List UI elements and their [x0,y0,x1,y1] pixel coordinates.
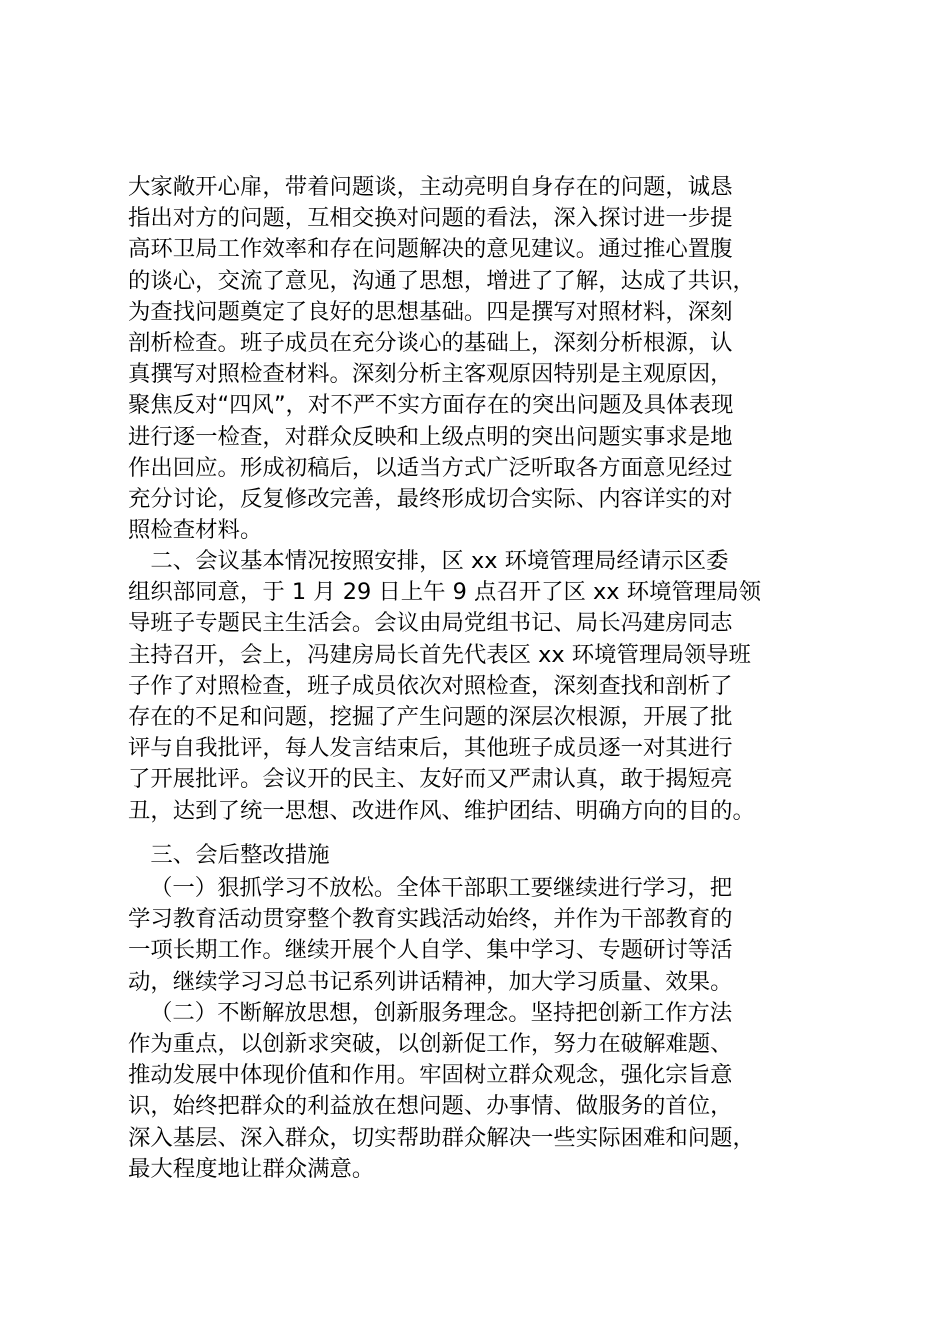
text-line: （一）狠抓学习不放松。全体干部职工要继续进行学习，把 [150,875,733,901]
text-line: 进行逐一检查，对群众反映和上级点明的突出问题实事求是地 [128,423,733,450]
text-line: 学习教育活动贯穿整个教育实践活动始终，并作为干部教育的 [128,906,733,933]
text-line: 为查找问题奠定了良好的思想基础。四是撰写对照材料，深刻 [128,298,733,325]
text-line: 存在的不足和问题，挖掘了产生问题的深层次根源，开展了批 [128,703,733,730]
text-line: 充分讨论，反复修改完善，最终形成切合实际、内容详实的对 [128,485,733,512]
text-line: 大家敞开心扉，带着问题谈，主动亮明自身存在的问题，诚恳 [128,174,733,200]
text-line: 作出回应。形成初稿后，以适当方式广泛听取各方面意见经过 [128,454,733,481]
text-line: 了开展批评。会议开的民主、友好而又严肃认真，敢于揭短亮 [128,766,733,793]
text-line: 导班子专题民主生活会。会议由局党组书记、局长冯建房同志 [128,610,733,637]
text-line: 推动发展中体现价值和作用。牢固树立群众观念，强化宗旨意 [128,1062,733,1089]
text-line: 动，继续学习习总书记系列讲话精神，加大学习质量、效果。 [128,968,733,995]
text-line: 子作了对照检查，班子成员依次对照检查，深刻查找和剖析了 [128,672,733,699]
text-line: 组织部同意，于 1 月 29 日上午 9 点召开了区 xx 环境管理局领 [128,579,762,606]
section-heading: 三、会后整改措施 [128,842,330,868]
text-line: 真撰写对照检查材料。深刻分析主客观原因特别是主观原因， [128,361,733,388]
text-line: 作为重点，以创新求突破，以创新促工作，努力在破解难题、 [128,1030,733,1057]
text-line: 聚焦反对“四风”，对不严不实方面存在的突出问题及具体表现 [128,392,734,419]
text-line: 一项长期工作。继续开展个人自学、集中学习、专题研讨等活 [128,937,733,964]
paragraph-talk-and-review [128,172,840,546]
text-line: 评与自我批评，每人发言结束后，其他班子成员逐一对其进行 [128,735,733,762]
text-line: 最大程度地让群众满意。 [128,1155,375,1182]
paragraph-rectification-measures [128,873,840,1185]
text-line: 主持召开，会上，冯建房局长首先代表区 xx 环境管理局领导班 [128,641,751,668]
text-line: 高环卫局工作效率和存在问题解决的意见建议。通过推心置腹 [128,236,733,263]
text-line: 深入基层、深入群众，切实帮助群众解决一些实际困难和问题， [128,1124,755,1151]
section-two-heading-line: 二、会议基本情况按照安排，区 xx 环境管理局经请示区委 [128,548,729,574]
text-line: 照检查材料。 [128,517,263,544]
text-line: 的谈心，交流了意见，沟通了思想，增进了了解，达成了共识， [128,267,755,294]
text-line: 指出对方的问题，互相交换对问题的看法，深入探讨进一步提 [128,205,733,232]
text-line: 识，始终把群众的利益放在想问题、办事情、做服务的首位， [128,1093,733,1120]
paragraph-meeting-overview [128,546,840,827]
text-line: 丑，达到了统一思想、改进作风、维护团结、明确方向的目的。 [128,797,755,824]
text-line: 剖析检查。班子成员在充分谈心的基础上，深刻分析根源，认 [128,329,733,356]
section-three-heading [128,840,840,871]
text-line: （二）不断解放思想，创新服务理念。坚持把创新工作方法 [150,999,733,1026]
